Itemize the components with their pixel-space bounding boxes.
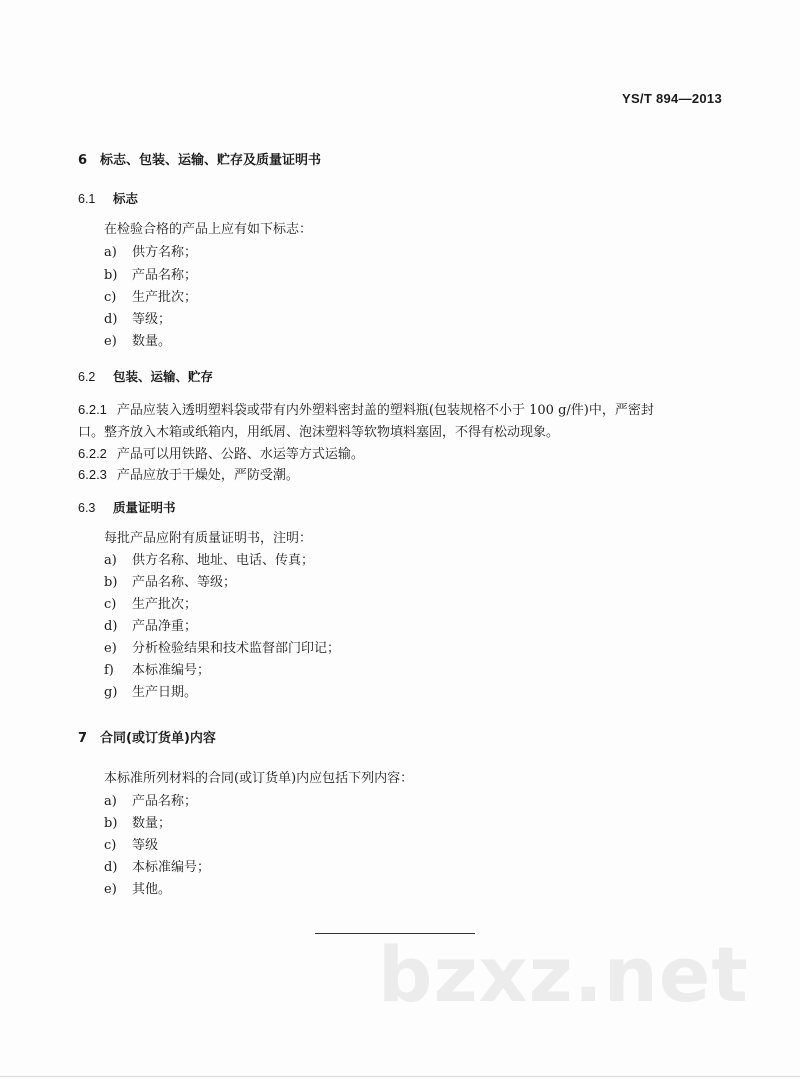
clause-text-line-2: 口。整齐放入木箱或纸箱内，用纸屑、泡沫塑料等软物填料塞固，不得有松动现象。 <box>78 425 560 440</box>
list-text: 生产日期。 <box>132 685 198 700</box>
section-6-2-heading <box>78 367 213 385</box>
section-6-3-heading <box>78 498 176 516</box>
section-title: 标志、包装、运输、贮存及质量证明书 <box>100 153 322 168</box>
list-item <box>104 860 210 876</box>
list-text: 生产批次； <box>132 290 198 305</box>
list-item <box>104 553 314 569</box>
list-item <box>104 685 197 701</box>
list-text: 产品名称； <box>132 794 198 809</box>
clause-number: 6.2.1 <box>78 402 107 417</box>
section-number: 6.3 <box>78 501 96 515</box>
list-marker: e) <box>104 882 117 897</box>
list-text: 数量； <box>132 816 172 831</box>
clause-text: 产品应放于干燥处，严防受潮。 <box>116 468 299 483</box>
list-marker: b) <box>104 268 118 283</box>
list-text: 本标准编号； <box>132 860 211 875</box>
section-number: 6.2 <box>78 370 96 384</box>
list-marker: c) <box>104 838 117 853</box>
list-marker: d) <box>104 860 118 875</box>
section-7-intro: 本标准所列材料的合同(或订货单)内应包括下列内容： <box>104 771 414 786</box>
list-item <box>104 794 197 810</box>
list-marker: f) <box>104 663 114 678</box>
section-title: 包装、运输、贮存 <box>113 369 214 384</box>
list-item <box>104 334 171 350</box>
list-item <box>104 268 197 284</box>
section-6-1-intro: 在检验合格的产品上应有如下标志： <box>104 222 313 237</box>
clause-6-2-3 <box>78 464 728 487</box>
list-text: 数量。 <box>132 334 172 349</box>
list-marker: d) <box>104 312 118 327</box>
list-marker: g) <box>104 685 118 700</box>
section-title: 合同(或订货单)内容 <box>100 731 216 746</box>
section-number: 6 <box>78 153 88 168</box>
clause-number: 6.2.2 <box>78 446 107 461</box>
clause-number: 6.2.3 <box>78 467 107 482</box>
section-6-1-heading <box>78 189 138 207</box>
list-item <box>104 663 210 679</box>
list-text: 其他。 <box>132 882 172 897</box>
list-item <box>104 816 171 832</box>
list-item <box>104 838 158 854</box>
list-text: 供方名称； <box>132 245 198 260</box>
list-marker: e) <box>104 334 117 349</box>
list-marker: b) <box>104 816 118 831</box>
list-marker: e) <box>104 641 117 656</box>
list-text: 等级； <box>132 312 172 327</box>
list-item <box>104 290 197 306</box>
list-marker: c) <box>104 597 117 612</box>
standard-code: YS/T 894—2013 <box>621 91 722 106</box>
list-text: 生产批次； <box>132 597 198 612</box>
clause-text-line-1: 产品应装入透明塑料袋或带有内外塑料密封盖的塑料瓶(包装规格不小于 100 g/件)中，严密封 <box>116 403 654 418</box>
list-item <box>104 882 171 898</box>
section-6-3-intro: 每批产品应附有质量证明书，注明： <box>104 531 313 546</box>
list-marker: b) <box>104 575 118 590</box>
list-text: 产品名称； <box>132 268 198 283</box>
list-text: 等级 <box>132 838 159 853</box>
clause-6-2-2 <box>78 443 728 466</box>
list-item <box>104 245 197 261</box>
page-edge-line <box>0 1076 800 1077</box>
list-text: 本标准编号； <box>132 663 211 678</box>
section-7-heading <box>78 727 216 746</box>
list-item <box>104 575 236 591</box>
list-item <box>104 312 171 328</box>
section-number: 6.1 <box>78 192 96 206</box>
clause-6-2-1 <box>78 399 728 444</box>
list-marker: a) <box>104 553 117 568</box>
list-text: 分析检验结果和技术监督部门印记； <box>132 641 341 656</box>
list-text: 产品净重； <box>132 619 198 634</box>
section-6-heading <box>78 149 321 168</box>
clause-text: 产品可以用铁路、公路、水运等方式运输。 <box>116 447 364 462</box>
list-item <box>104 619 197 635</box>
list-marker: d) <box>104 619 118 634</box>
section-title: 标志 <box>113 191 139 206</box>
list-text: 供方名称、地址、电话、传真； <box>132 553 315 568</box>
section-number: 7 <box>78 731 88 746</box>
list-item <box>104 597 197 613</box>
section-title: 质量证明书 <box>113 500 176 515</box>
watermark: bzxz.net <box>378 930 749 1019</box>
list-item <box>104 641 340 657</box>
list-marker: a) <box>104 245 117 260</box>
list-marker: c) <box>104 290 117 305</box>
list-marker: a) <box>104 794 117 809</box>
list-text: 产品名称、等级； <box>132 575 237 590</box>
